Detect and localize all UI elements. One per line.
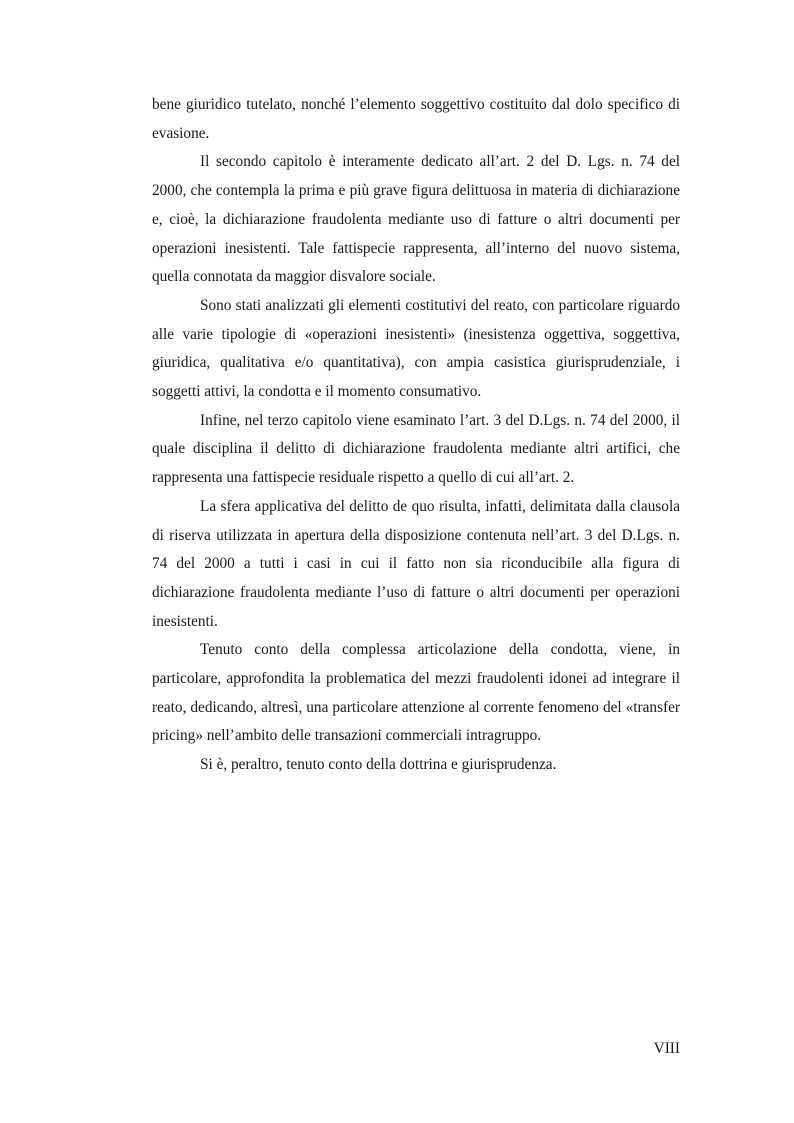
paragraph-4: Infine, nel terzo capitolo viene esaminato l’art. 3 del D.Lgs. n. 74 del 2000, il quale disciplina il delitto di dichiarazione fraudolenta mediante altri artifici, che rappresenta una fattispecie residuale rispetto a quello di cui all’art. 2. xyxy=(152,411,680,487)
paragraph-1: bene giuridico tutelato, nonché l’elemento soggettivo costituito dal dolo specifico di evasione. xyxy=(152,96,680,142)
page-number: VIII xyxy=(653,1040,680,1057)
paragraph-6: Tenuto conto della complessa articolazione della condotta, viene, in particolare, approfondita la problematica del mezzi fraudolenti idonei ad integrare il reato, dedicando, altresì, una particolare attenzione al corrente fenomeno del «transfer pricing» nell’ambito delle transazioni commerciali intragruppo. xyxy=(152,641,680,745)
paragraph-7: Si è, peraltro, tenuto conto della dottrina e giurisprudenza. xyxy=(200,756,557,774)
body-text xyxy=(152,91,680,780)
paragraph-3: Sono stati analizzati gli elementi costitutivi del reato, con particolare riguardo alle varie tipologie di «operazioni inesistenti» (inesistenza oggettiva, soggettiva, giuridica, qualitativa e/o quantitativa), con ampia casistica giurisprudenziale, i soggetti attivi, la condotta e il momento consumativo. xyxy=(152,296,680,401)
paragraph-2: Il secondo capitolo è interamente dedicato all’art. 2 del D. Lgs. n. 74 del 2000, che contempla la prima e più grave figura delittuosa in materia di dichiarazione e, cioè, la dichiarazione fraudolenta mediante uso di fatture o altri documenti per operazioni inesistenti. Tale fattispecie rappresenta, all’interno del nuovo sistema, quella connotata da maggior disvalore sociale. xyxy=(152,153,680,286)
paragraph-5: La sfera applicativa del delitto de quo risulta, infatti, delimitata dalla clausola di riserva utilizzata in apertura della disposizione contenuta nell’art. 3 del D.Lgs. n. 74 del 2000 a tutti i casi in cui il fatto non sia riconducibile alla figura di dichiarazione fraudolenta mediante l’uso di fatture o altri documenti per operazioni inesistenti. xyxy=(152,497,680,630)
